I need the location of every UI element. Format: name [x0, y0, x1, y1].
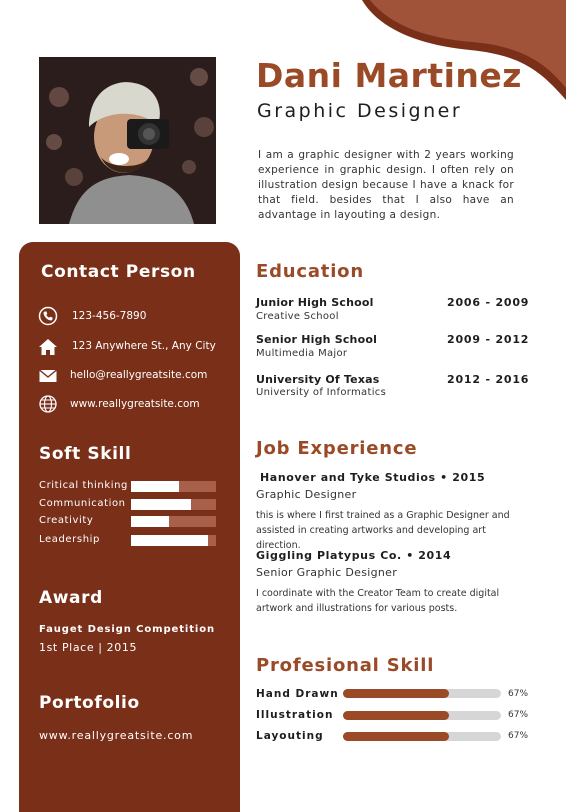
soft-skill-label: Leadership [39, 534, 100, 545]
contact-phone[interactable]: 123-456-7890 [72, 310, 147, 322]
soft-skill-bar-fill [131, 516, 169, 527]
soft-skill-heading: Soft Skill [39, 444, 132, 464]
job-role: Senior Graphic Designer [256, 566, 398, 579]
sidebar-panel [19, 242, 240, 812]
education-school: University Of Texas [256, 373, 380, 386]
education-years: 2012 - 2016 [447, 373, 530, 386]
professional-skill-bar [343, 732, 501, 741]
contact-email[interactable]: hello@reallygreatsite.com [70, 369, 208, 381]
soft-skill-label: Critical thinking [39, 480, 128, 491]
soft-skill-bar-fill [131, 481, 179, 492]
professional-skill-label: Illustration [256, 709, 334, 721]
job-description: I coordinate with the Creator Team to create digital artwork and illustrations for various posts. [256, 588, 500, 614]
job-company: Giggling Platypus Co. • 2014 [256, 549, 452, 562]
award-heading: Award [39, 588, 103, 608]
soft-skill-bar [131, 481, 216, 492]
mail-icon [38, 366, 58, 386]
soft-skill-bar-fill [131, 535, 208, 546]
globe-icon [38, 394, 58, 414]
portfolio-link[interactable]: www.reallygreatsite.com [39, 729, 194, 742]
education-school: Junior High School [256, 296, 374, 309]
job-role: Graphic Designer [256, 488, 357, 501]
award-name: Fauget Design Competition [39, 624, 216, 635]
education-detail: Multimedia Major [256, 348, 348, 359]
education-detail: Creative School [256, 311, 339, 322]
professional-skill-bar-fill [343, 711, 449, 720]
professional-skill-bar [343, 711, 501, 720]
professional-skill-label: Layouting [256, 730, 324, 742]
contact-address: 123 Anywhere St., Any City [72, 340, 216, 352]
phone-icon [38, 306, 58, 326]
person-name: Dani Martinez [256, 56, 523, 95]
education-school: Senior High School [256, 333, 378, 346]
education-years: 2009 - 2012 [447, 333, 530, 346]
professional-skill-bar [343, 689, 501, 698]
professional-skill-label: Hand Drawn [256, 688, 339, 700]
soft-skill-bar-fill [131, 499, 191, 510]
about-text: I am a graphic designer with 2 years working experience in graphic design. I often rely on illustration design because I have a knack for that field. besides that I also have an advantage in layouting a design. [258, 149, 514, 221]
education-heading: Education [256, 261, 364, 282]
job-description: this is where I first trained as a Graphic Designer and assisted in creating artworks and developing art direction. [256, 510, 510, 551]
contact-heading: Contact Person [41, 262, 196, 282]
soft-skill-bar [131, 499, 216, 510]
profile-photo [39, 57, 216, 224]
soft-skill-bar [131, 535, 216, 546]
professional-skill-bar-fill [343, 732, 449, 741]
home-icon [38, 337, 58, 357]
award-result: 1st Place | 2015 [39, 641, 138, 654]
education-detail: University of Informatics [256, 387, 387, 398]
professional-skill-percent: 67% [508, 689, 529, 699]
professional-skill-percent: 67% [508, 710, 529, 720]
professional-skill-heading: Profesional Skill [256, 655, 435, 676]
soft-skill-label: Creativity [39, 515, 94, 526]
job-experience-heading: Job Experience [256, 438, 418, 459]
job-title: Graphic Designer [257, 100, 463, 122]
soft-skill-bar [131, 516, 216, 527]
professional-skill-percent: 67% [508, 731, 529, 741]
contact-website[interactable]: www.reallygreatsite.com [70, 398, 200, 410]
portfolio-heading: Portofolio [39, 693, 140, 713]
job-company: Hanover and Tyke Studios • 2015 [260, 471, 486, 484]
education-years: 2006 - 2009 [447, 296, 530, 309]
soft-skill-label: Communication [39, 498, 126, 509]
professional-skill-bar-fill [343, 689, 449, 698]
